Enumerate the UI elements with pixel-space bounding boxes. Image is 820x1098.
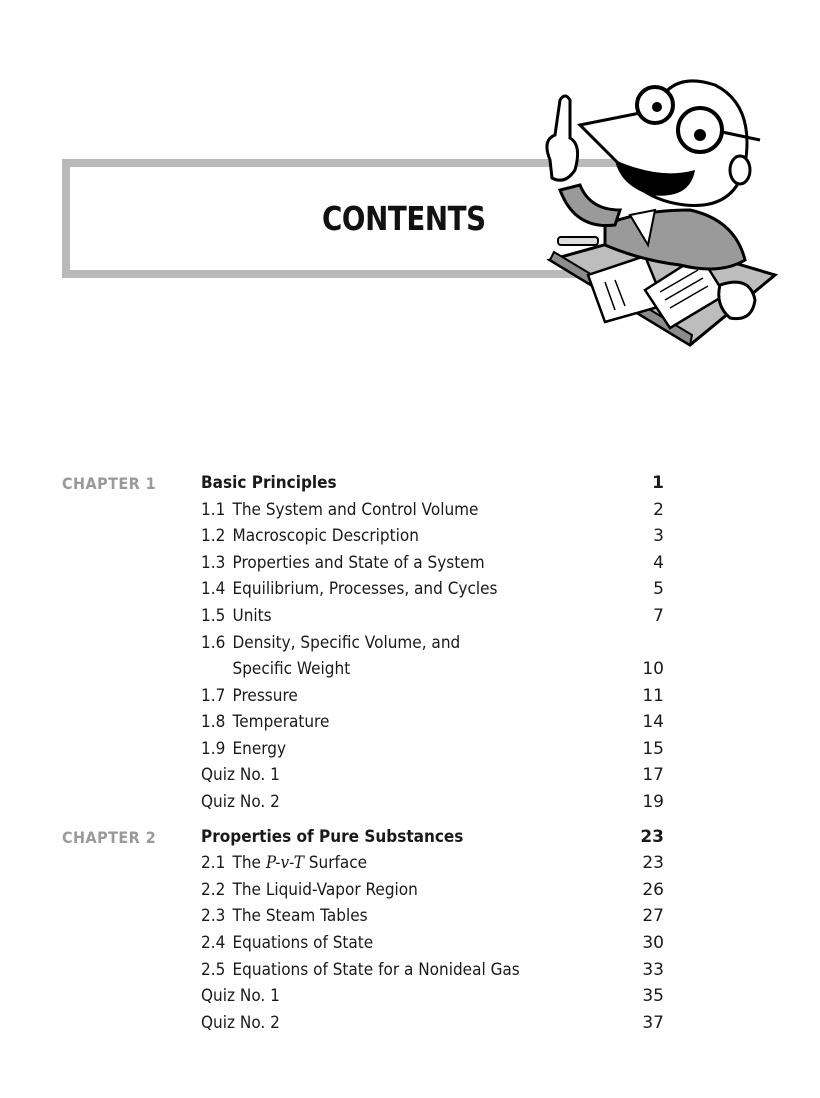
cartoon-professor-icon xyxy=(520,60,780,350)
page-number: 33 xyxy=(642,959,664,980)
section-number: 2.3 xyxy=(201,906,226,927)
section-title: Macroscopic Description xyxy=(232,526,419,547)
toc-entry[interactable] xyxy=(0,576,820,603)
page-number: 11 xyxy=(642,685,664,706)
section-title: Energy xyxy=(232,738,287,759)
toc-entry[interactable] xyxy=(0,930,820,957)
toc-entry[interactable] xyxy=(0,603,820,630)
section-title: Equations of State for a Nonideal Gas xyxy=(232,959,520,980)
section-number: 2.5 xyxy=(201,959,226,980)
toc-entry[interactable] xyxy=(0,683,820,710)
toc-entry[interactable] xyxy=(0,957,820,984)
toc-entry[interactable] xyxy=(0,903,820,930)
page-number: 4 xyxy=(653,552,664,573)
chapter-label: CHAPTER 1 xyxy=(62,474,157,493)
toc-entry[interactable] xyxy=(0,709,820,736)
section-title: The Steam Tables xyxy=(232,906,368,927)
section-title-continued: Specific Weight xyxy=(232,659,351,680)
section-title: Units xyxy=(232,605,272,626)
toc-entry[interactable] xyxy=(0,736,820,763)
section-number: 2.1 xyxy=(201,853,226,874)
section-number: 1.9 xyxy=(201,738,226,759)
section-title: Temperature xyxy=(232,712,330,733)
section-title-post: Surface xyxy=(303,853,368,874)
chapter-title-entry[interactable] xyxy=(0,470,820,497)
section-title: The Liquid-Vapor Region xyxy=(232,879,418,900)
toc-entry[interactable] xyxy=(0,630,820,683)
page-number: 23 xyxy=(640,826,664,847)
section-number: 2.4 xyxy=(201,932,226,953)
table-of-contents xyxy=(0,470,820,1036)
section-title-variable: P-v-T xyxy=(265,853,304,874)
page-number: 35 xyxy=(642,986,664,1007)
section-title: Properties and State of a System xyxy=(232,552,485,573)
section-title: The System and Control Volume xyxy=(232,499,479,520)
toc-entry[interactable] xyxy=(0,523,820,550)
page-number: 27 xyxy=(642,906,664,927)
toc-entry-quiz[interactable] xyxy=(0,762,820,789)
page-number: 10 xyxy=(642,659,664,680)
section-title: Equations of State xyxy=(232,932,374,953)
chapter-2 xyxy=(0,824,820,1037)
page-number: 5 xyxy=(653,579,664,600)
toc-entry[interactable] xyxy=(0,550,820,577)
quiz-title: Quiz No. 1 xyxy=(201,986,280,1007)
chapter-label: CHAPTER 2 xyxy=(62,827,157,847)
toc-entry-quiz[interactable] xyxy=(0,983,820,1010)
page-number: 15 xyxy=(642,738,664,759)
section-number: 1.2 xyxy=(201,526,226,547)
page-number: 14 xyxy=(642,712,664,733)
section-title: Density, Specific Volume, and xyxy=(232,632,461,653)
section-number: 1.1 xyxy=(201,499,226,520)
page-number: 7 xyxy=(653,605,664,626)
toc-entry-quiz[interactable] xyxy=(0,1010,820,1037)
section-title: Pressure xyxy=(232,685,298,706)
page-number: 17 xyxy=(642,765,664,786)
section-number: 1.5 xyxy=(201,605,226,626)
section-number: 1.7 xyxy=(201,685,226,706)
chapter-title-entry[interactable] xyxy=(0,824,820,851)
quiz-title: Quiz No. 1 xyxy=(201,765,280,786)
quiz-title: Quiz No. 2 xyxy=(201,791,280,812)
chapter-title: Basic Principles xyxy=(201,473,337,493)
chapter-divider xyxy=(0,816,820,824)
toc-entry-quiz[interactable] xyxy=(0,789,820,816)
quiz-title: Quiz No. 2 xyxy=(201,1012,280,1033)
page-number: 2 xyxy=(653,499,664,520)
section-number: 1.6 xyxy=(201,632,226,653)
page-number: 1 xyxy=(652,473,664,493)
section-number: 1.8 xyxy=(201,712,226,733)
page-number: 30 xyxy=(642,932,664,953)
section-number: 2.2 xyxy=(201,879,226,900)
section-number: 1.4 xyxy=(201,579,226,600)
toc-entry[interactable] xyxy=(0,497,820,524)
chapter-1 xyxy=(0,470,820,816)
toc-entry[interactable] xyxy=(0,877,820,904)
chapter-title: Properties of Pure Substances xyxy=(201,826,464,847)
section-title-pre: The xyxy=(232,853,266,874)
section-number: 1.3 xyxy=(201,552,226,573)
toc-entry[interactable] xyxy=(0,850,820,877)
page-number: 37 xyxy=(642,1012,664,1033)
page-number: 3 xyxy=(653,526,664,547)
page-number: 26 xyxy=(642,879,664,900)
page-number: 23 xyxy=(642,853,664,874)
page-number: 19 xyxy=(642,791,664,812)
section-title: Equilibrium, Processes, and Cycles xyxy=(232,579,498,600)
page-title: CONTENTS xyxy=(322,199,486,238)
